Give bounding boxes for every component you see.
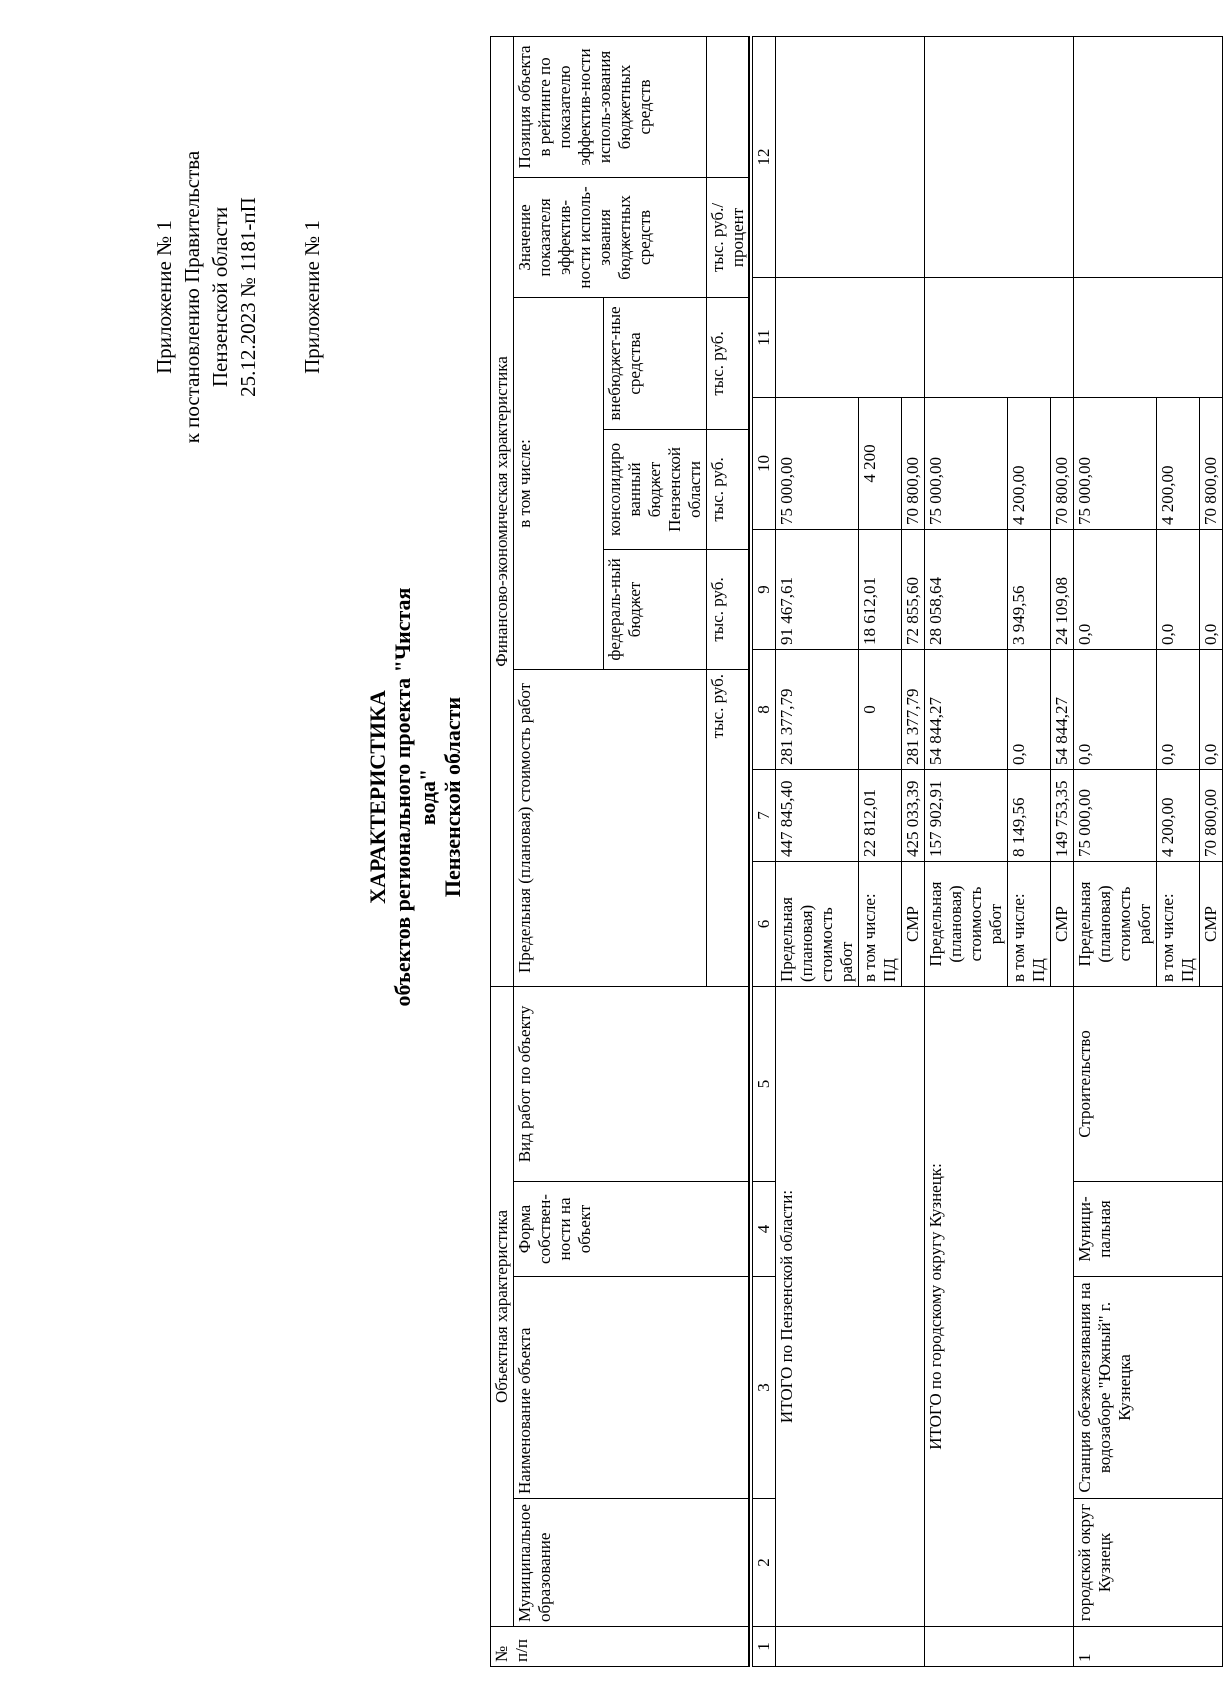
appendix-line: 25.12.2023 № 1181-пП — [236, 197, 260, 397]
total-cell: 447 845,40 — [776, 770, 859, 862]
federal-cell: 281 377,79 — [776, 650, 859, 770]
total-cell: 22 812,01 — [859, 770, 902, 862]
work-type-cell: Предельная (плановая) стоимость работ — [776, 862, 859, 987]
work-type-cell: СМР — [1051, 862, 1074, 987]
consolidated-cell: 0,0 — [1157, 530, 1200, 650]
header-object-name: Наименование объекта — [514, 1277, 750, 1499]
header-including: в том числе: — [514, 297, 604, 669]
total-cell: 157 902,91 — [925, 770, 1008, 862]
column-number: 3 — [753, 1277, 776, 1499]
document-title — [365, 557, 465, 1037]
header-ownership: Форма собствен-ности на объект — [514, 1182, 750, 1277]
federal-cell: 0,0 — [1200, 650, 1223, 770]
federal-cell: 54 844,27 — [925, 650, 1008, 770]
work-type-cell: в том числе: ПД — [859, 862, 902, 987]
unit-cell-empty — [707, 36, 750, 177]
column-number: 7 — [753, 770, 776, 862]
section-label: ИТОГО по городскому округу Кузнецк: — [925, 987, 1074, 1627]
column-number: 8 — [753, 650, 776, 770]
unit-cell: тыс. руб. — [707, 297, 750, 429]
unit-cell: тыс. руб. — [707, 549, 750, 669]
extrabudget-cell: 70 800,00 — [902, 398, 925, 530]
header-fin-char: Финансово-экономическая характеристика — [491, 36, 514, 986]
header-extrabudget: внебюджет-ные средства — [604, 297, 707, 429]
work-type-cell: в том числе: ПД — [1157, 862, 1200, 987]
table-row — [925, 37, 1008, 1667]
title-line: ХАРАКТЕРИСТИКА — [365, 690, 390, 904]
extrabudget-cell: 75 000,00 — [925, 398, 1008, 530]
extrabudget-cell: 70 800,00 — [1200, 398, 1223, 530]
appendix-line: Пензенской области — [208, 206, 232, 388]
consolidated-cell: 18 612,01 — [859, 530, 902, 650]
object-work: Строительство — [1074, 987, 1223, 1182]
total-cell: 149 753,35 — [1051, 770, 1074, 862]
consolidated-cell: 28 058,64 — [925, 530, 1008, 650]
total-cell: 4 200,00 — [1157, 770, 1200, 862]
unit-cell: тыс. руб./ процент — [707, 177, 750, 297]
column-number: 9 — [753, 530, 776, 650]
extrabudget-cell: 75 000,00 — [1074, 398, 1157, 530]
extrabudget-cell: 4 200 — [859, 398, 902, 530]
federal-cell: 0 — [859, 650, 902, 770]
work-type-cell: в том числе: ПД — [1008, 862, 1051, 987]
unit-cell: тыс. руб. — [707, 429, 750, 549]
header-work-type: Вид работ по объекту — [514, 986, 750, 1181]
consolidated-cell: 91 467,61 — [776, 530, 859, 650]
header-table — [490, 36, 750, 1667]
column-number: 6 — [753, 862, 776, 987]
work-type-cell: Предельная (плановая) стоимость работ — [925, 862, 1008, 987]
title-line: Пензенской области — [440, 696, 465, 898]
consolidated-cell: 0,0 — [1200, 530, 1223, 650]
appendix-line: к постановлению Правительства — [180, 150, 204, 444]
column-number: 1 — [753, 1627, 776, 1667]
header-separator — [748, 37, 750, 1667]
federal-cell: 0,0 — [1157, 650, 1200, 770]
appendix-second: Приложение № 1 — [300, 220, 324, 374]
extrabudget-cell: 75 000,00 — [776, 398, 859, 530]
consolidated-cell: 24 109,08 — [1051, 530, 1074, 650]
extrabudget-cell: 4 200,00 — [1008, 398, 1051, 530]
column-number: 2 — [753, 1499, 776, 1627]
extrabudget-cell: 4 200,00 — [1157, 398, 1200, 530]
total-cell: 70 800,00 — [1200, 770, 1223, 862]
column-number-row — [753, 37, 776, 1667]
section-label: ИТОГО по Пензенской области: — [776, 987, 925, 1627]
header-rating: Позиция объекта в рейтинге по показателю эффектив-ности исполь-зования бюджетных средств — [514, 36, 707, 177]
object-num: 1 — [1074, 1627, 1223, 1667]
extrabudget-cell: 70 800,00 — [1051, 398, 1074, 530]
header-limit-cost: Предельная (плановая) стоимость работ — [514, 669, 707, 986]
federal-cell: 54 844,27 — [1051, 650, 1074, 770]
object-name: Станция обезжелезивания на водозаборе "Южный" г. Кузнецка — [1074, 1277, 1223, 1499]
table-row — [1074, 37, 1157, 1667]
federal-cell: 0,0 — [1008, 650, 1051, 770]
work-type-cell: СМР — [1200, 862, 1223, 987]
header-consolidated: консолидиро ванный бюджет Пензенской области — [604, 429, 707, 549]
total-cell: 8 149,56 — [1008, 770, 1051, 862]
consolidated-cell: 72 855,60 — [902, 530, 925, 650]
total-cell: 425 033,39 — [902, 770, 925, 862]
appendix-block — [150, 97, 262, 497]
federal-cell: 0,0 — [1074, 650, 1157, 770]
header-municipality: Муниципальное образование — [514, 1499, 750, 1627]
total-cell: 75 000,00 — [1074, 770, 1157, 862]
consolidated-cell: 3 949,56 — [1008, 530, 1051, 650]
header-num: № п/п — [491, 1627, 750, 1667]
title-line: объектов регионального проекта "Чистая вода" — [390, 587, 440, 1007]
object-ownership: Муници-пальная — [1074, 1182, 1223, 1277]
column-number: 10 — [753, 398, 776, 530]
header-object-char: Объектная характеристика — [491, 986, 514, 1626]
column-number: 11 — [753, 278, 776, 398]
work-type-cell: Предельная (плановая) стоимость работ — [1074, 862, 1157, 987]
unit-cell: тыс. руб. — [707, 669, 750, 986]
column-number: 12 — [753, 37, 776, 278]
header-federal: федераль-ный бюджет — [604, 549, 707, 669]
data-table — [752, 36, 1223, 1667]
work-type-cell: СМР — [902, 862, 925, 987]
header-efficiency: Значение показателя эффектив-ности исполь-зования бюджетных средств — [514, 177, 707, 297]
consolidated-cell: 0,0 — [1074, 530, 1157, 650]
appendix-line: Приложение № 1 — [152, 220, 176, 374]
federal-cell: 281 377,79 — [902, 650, 925, 770]
column-number: 5 — [753, 987, 776, 1182]
object-municipality: городской округ Кузнецк — [1074, 1499, 1223, 1627]
column-number: 4 — [753, 1182, 776, 1277]
table-row — [776, 37, 859, 1667]
